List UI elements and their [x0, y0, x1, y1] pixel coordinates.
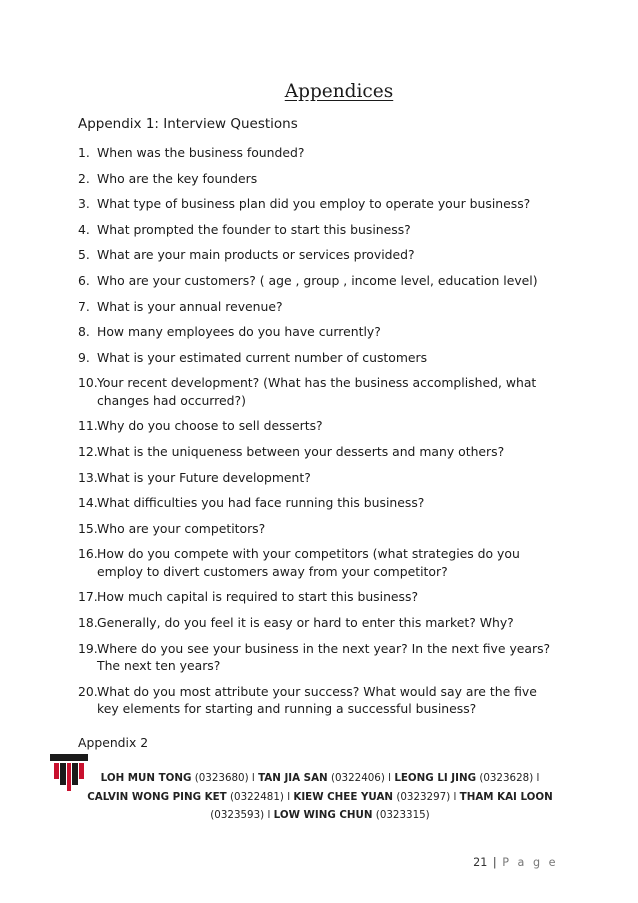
list-item	[78, 417, 560, 434]
member-separator: l	[388, 772, 392, 784]
member-separator: l	[267, 809, 271, 821]
appendix-2-heading: Appendix 2	[78, 735, 149, 750]
list-item-text: What do you most attribute your success? What would say are the five key elements for starting and running a successful business?	[97, 683, 537, 716]
list-item	[78, 588, 560, 605]
list-item-number: 15.	[78, 520, 98, 536]
list-item-text: Who are your customers? ( age , group , income level, education level)	[97, 272, 538, 288]
member-name: TAN JIA SAN	[258, 772, 328, 784]
member-id: (0323593)	[210, 809, 265, 821]
list-item-number: 14.	[78, 495, 98, 511]
list-item	[78, 170, 560, 187]
list-item-text: What is the uniqueness between your desserts and many others?	[97, 443, 505, 459]
list-item-number: 16.	[78, 546, 98, 562]
list-item	[78, 494, 560, 511]
page-number-divider: |	[492, 856, 497, 869]
list-item-text: Generally, do you feel it is easy or hard to enter this market? Why?	[97, 614, 514, 630]
list-item-number: 18.	[78, 614, 98, 630]
list-item	[78, 443, 560, 460]
list-item-number: 12.	[78, 443, 98, 459]
footer-group-members	[80, 769, 560, 825]
list-item	[78, 221, 560, 238]
appendix-1-heading: Appendix 1: Interview Questions	[78, 116, 298, 132]
list-item	[78, 298, 560, 315]
list-item-number: 2.	[78, 170, 90, 186]
list-item-text: What type of business plan did you employ to operate your business?	[97, 196, 531, 212]
list-item-text: Why do you choose to sell desserts?	[97, 418, 323, 434]
interview-questions-list	[78, 144, 560, 726]
list-item-number: 19.	[78, 640, 98, 656]
list-item-text: When was the business founded?	[97, 145, 305, 160]
member-id: (0323628)	[479, 772, 534, 784]
list-item-number: 10.	[78, 375, 98, 391]
list-item-text: What difficulties you had face running this business?	[97, 495, 425, 511]
list-item-number: 7.	[78, 298, 90, 314]
member-separator: l	[453, 790, 457, 803]
list-item	[78, 349, 560, 366]
list-item	[78, 683, 560, 718]
list-item	[78, 144, 560, 161]
list-item-number: 8.	[78, 324, 90, 340]
member-name: LEONG LI JING	[394, 772, 477, 784]
list-item-text: Your recent development? (What has the business accomplished, what changes had occurred?)	[97, 375, 537, 408]
member-name: LOH MUN TONG	[100, 772, 192, 784]
list-item-number: 3.	[78, 196, 90, 212]
list-item	[78, 374, 560, 409]
list-item-text: What is your annual revenue?	[97, 298, 283, 314]
member-id: (0322481)	[230, 790, 284, 803]
list-item	[78, 545, 560, 580]
member-name: LOW WING CHUN	[273, 809, 373, 821]
list-item-text: How many employees do you have currently?	[97, 324, 381, 340]
member-separator: l	[536, 772, 540, 784]
list-item-text: What are your main products or services provided?	[97, 247, 415, 263]
member-id: (0323297)	[396, 790, 451, 803]
list-item	[78, 640, 560, 675]
member-id: (0322406)	[330, 772, 385, 784]
member-name: KIEW CHEE YUAN	[293, 790, 394, 803]
member-name: CALVIN WONG PING KET	[87, 790, 227, 803]
list-item-number: 17.	[78, 589, 98, 605]
list-item	[78, 323, 560, 340]
list-item-number: 9.	[78, 349, 90, 365]
list-item-text: Who are your competitors?	[97, 520, 266, 536]
list-item-text: Who are the key founders	[97, 170, 258, 186]
list-item	[78, 195, 560, 212]
list-item-text: How do you compete with your competitors (what strategies do you employ to divert customers away from your competitor?	[97, 546, 520, 579]
page-title: Appendices	[284, 81, 394, 102]
list-item-text: How much capital is required to start this business?	[97, 589, 419, 605]
page-label: P a g e	[502, 856, 558, 869]
member-separator: l	[287, 790, 291, 803]
list-item-number: 4.	[78, 221, 90, 237]
member-separator: l	[251, 772, 255, 784]
member-id: (0323315)	[375, 809, 430, 821]
list-item-text: What prompted the founder to start this business?	[97, 221, 411, 237]
page-number-value: 21	[473, 856, 488, 869]
list-item-number: 6.	[78, 272, 90, 288]
list-item-text: Where do you see your business in the next year? In the next five years? The next ten years?	[97, 640, 551, 673]
list-item	[78, 272, 560, 289]
list-item	[78, 246, 560, 263]
list-item-text: What is your Future development?	[97, 469, 311, 485]
list-item-number: 5.	[78, 247, 90, 263]
list-item	[78, 520, 560, 537]
list-item-number: 1.	[78, 145, 90, 160]
page-number	[473, 856, 558, 869]
member-id: (0323680)	[194, 772, 249, 784]
list-item-text: What is your estimated current number of customers	[97, 349, 428, 365]
list-item	[78, 469, 560, 486]
list-item-number: 13.	[78, 469, 98, 485]
list-item-number: 20.	[78, 683, 98, 699]
member-name: THAM KAI LOON	[459, 790, 553, 803]
list-item-number: 11.	[78, 418, 98, 434]
list-item	[78, 614, 560, 631]
